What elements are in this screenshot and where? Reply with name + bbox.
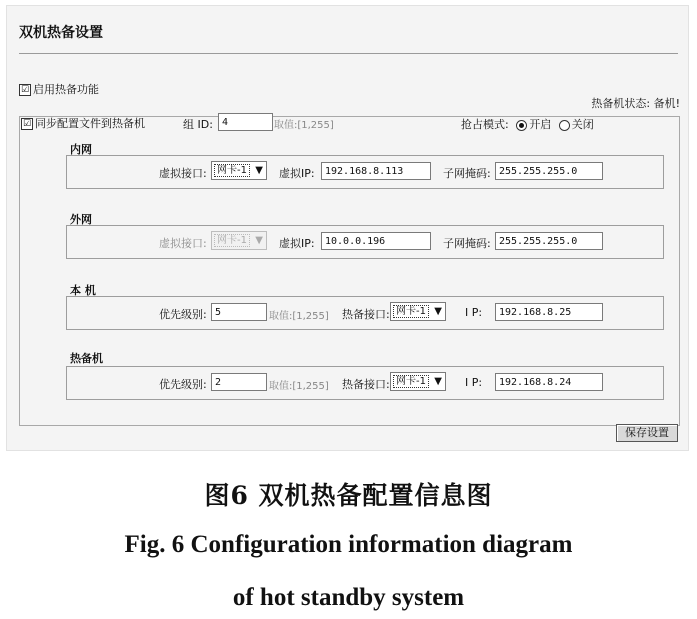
sync-config-checkbox[interactable]: ☑ [22,119,32,129]
standby-priority-label: 优先级别: [159,378,207,391]
internal-mask-label: 子网掩码: [443,167,491,180]
sync-config-row [21,115,145,131]
standby-status: 热备机状态: 备机! [591,97,680,110]
local-section-title: 本 机 [70,284,96,297]
standby-priority-range: 取值:[1,255] [269,381,329,392]
local-port-select[interactable] [390,302,446,321]
chevron-down-icon: ▼ [255,165,263,176]
enable-hot-standby-checkbox[interactable]: ☑ [20,85,30,95]
figure-caption-cn: 图6 双机热备配置信息图 [204,481,493,510]
standby-ip-input[interactable]: 192.168.8.24 [495,373,603,391]
local-priority-input[interactable]: 5 [211,303,267,321]
standby-port-select[interactable] [390,372,446,391]
preempt-off-radio[interactable] [559,120,570,131]
local-ip-input[interactable]: 192.168.8.25 [495,303,603,321]
local-priority-label: 优先级别: [159,308,207,321]
enable-hot-standby-label: 启用热备功能 [33,83,99,96]
internal-vip-label: 虚拟IP: [279,167,315,180]
group-id-label: 组 ID: [183,118,213,131]
preempt-mode-row [461,116,594,132]
preempt-off-label: 关闭 [571,118,594,131]
title-divider [19,53,678,54]
external-mask-label: 子网掩码: [443,237,491,250]
chevron-down-icon: ▼ [434,376,442,387]
internal-section-title: 内网 [70,143,92,156]
external-vif-value: 网卡-1 [214,234,250,247]
standby-port-label: 热备接口: [342,378,390,391]
standby-ip-label: I P: [465,376,483,389]
local-port-value: 网卡-1 [393,305,429,318]
settings-window [6,5,689,451]
external-vip-label: 虚拟IP: [279,237,315,250]
local-ip-label: I P: [465,306,483,319]
internal-vif-select[interactable] [211,161,267,180]
page-title: 双机热备设置 [19,25,103,41]
figure-caption-en-line2: of hot standby system [232,584,465,611]
chevron-down-icon: ▼ [434,306,442,317]
local-port-label: 热备接口: [342,308,390,321]
local-priority-range: 取值:[1,255] [269,311,329,322]
internal-mask-input[interactable]: 255.255.255.0 [495,162,603,180]
chevron-down-icon: ▼ [255,235,263,246]
standby-section-title: 热备机 [70,352,103,365]
internal-vif-label: 虚拟接口: [159,167,207,180]
group-id-input[interactable]: 4 [218,113,273,131]
external-vip-input[interactable]: 10.0.0.196 [321,232,431,250]
group-id-range: 取值:[1,255] [274,120,334,131]
external-section-title: 外网 [70,213,92,226]
preempt-on-label: 开启 [529,118,552,131]
preempt-mode-label: 抢占模式: [461,118,509,131]
enable-hot-standby-row [19,81,99,97]
standby-priority-input[interactable]: 2 [211,373,267,391]
sync-config-label: 同步配置文件到热备机 [35,117,145,130]
preempt-on-radio[interactable] [516,120,527,131]
external-mask-input[interactable]: 255.255.255.0 [495,232,603,250]
figure-caption-en-line1: Fig. 6 Configuration information diagram [124,531,573,558]
internal-vif-value: 网卡-1 [214,164,250,177]
internal-vip-input[interactable]: 192.168.8.113 [321,162,431,180]
standby-port-value: 网卡-1 [393,375,429,388]
external-vif-label: 虚拟接口: [159,237,207,250]
save-settings-button[interactable]: 保存设置 [616,424,678,442]
external-vif-select[interactable] [211,231,267,250]
